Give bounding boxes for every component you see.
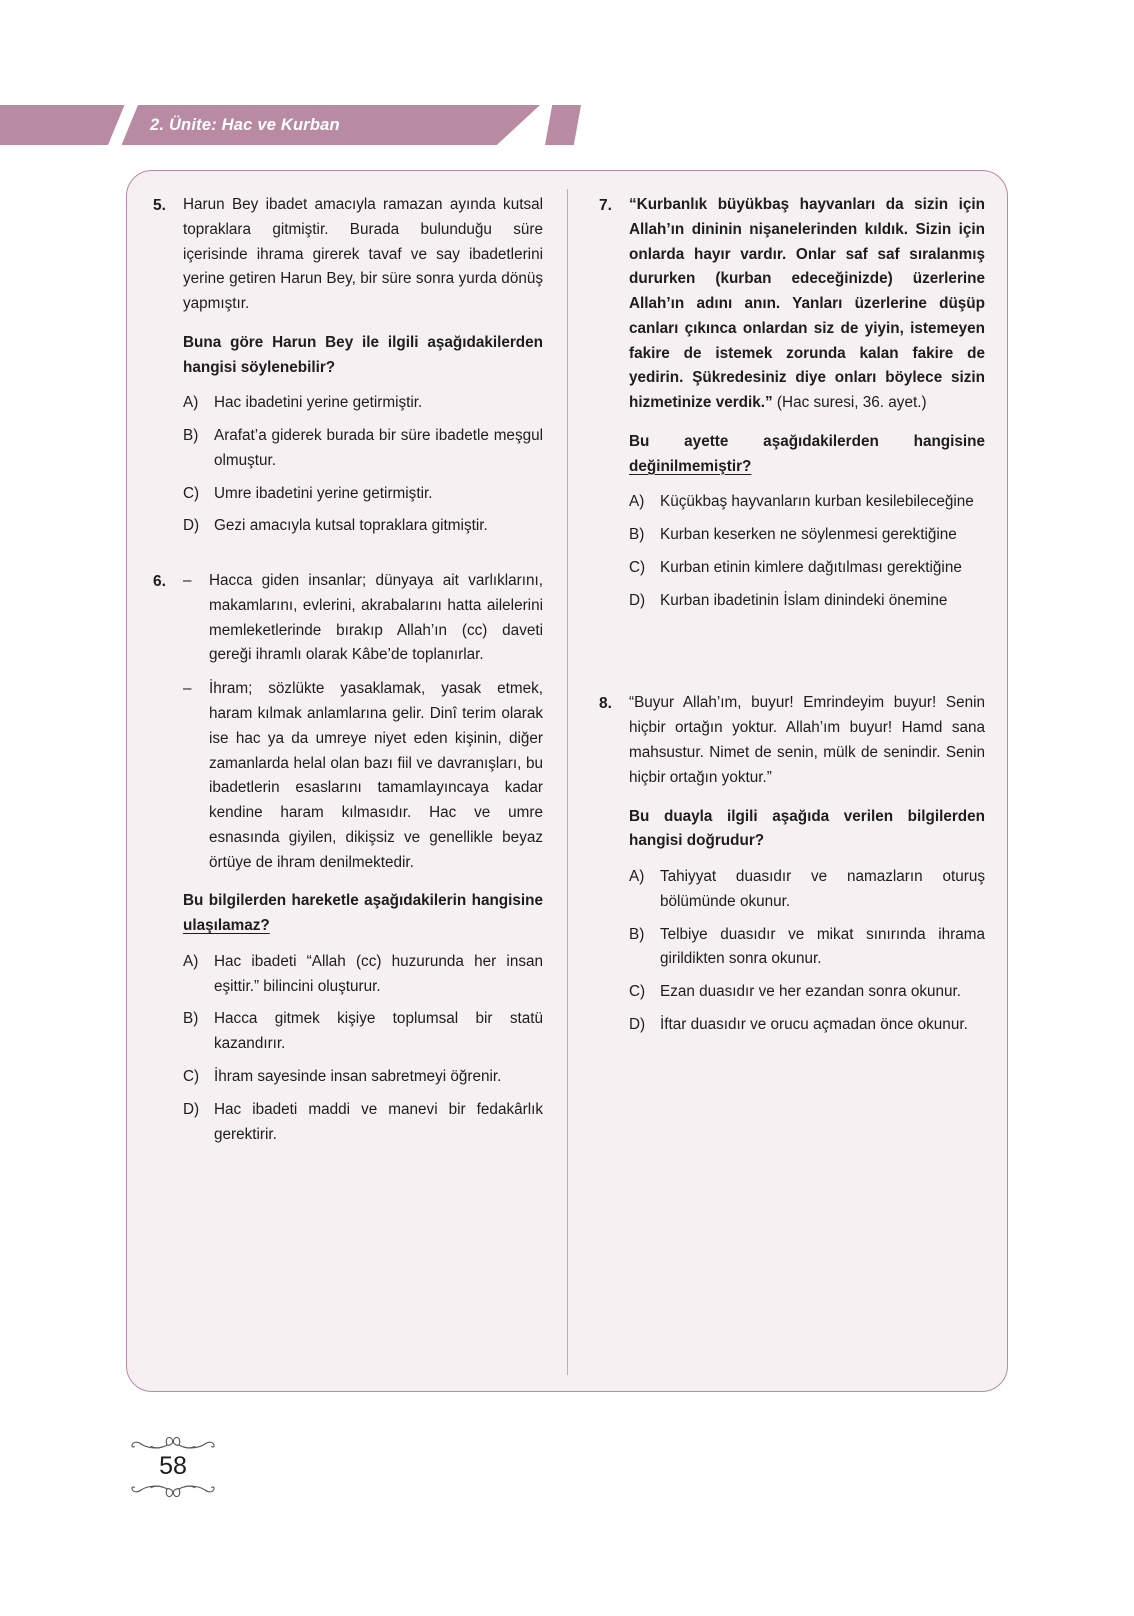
option-text: Arafat’a giderek burada bir süre ibadetle meşgul olmuştur. xyxy=(214,427,543,469)
options-list xyxy=(183,391,543,539)
option-letter: A) xyxy=(629,493,645,511)
option-a[interactable] xyxy=(183,391,543,416)
unit-banner xyxy=(0,105,585,145)
options-list xyxy=(183,950,543,1147)
prompt-lead: Bu ayette aşağıdakilerden hangisine xyxy=(629,432,985,450)
option-text: Telbiye duasıdır ve mikat sınırında ihrama girildikten sonra okunur. xyxy=(660,925,985,968)
prompt-emphasis: değinilmemiştir? xyxy=(629,457,752,475)
bullet-text: İhram; sözlükte yasaklamak, yasak etmek, haram kılmak anlamlarına gelir. Dinî terim olarak ise hac ya da umreye niyet eden kişinin, diğer zamanlarda helal olan bazı fiil ve davranışları, bu ibadetlerin esaslarını tamamlayıncaya kadar kendine haram kılmasıdır. Hac ve umre esnasında giyilen, dikişsiz ve genellikle beyaz örtüye de ihram denilmektedir. xyxy=(209,680,543,871)
option-d[interactable] xyxy=(629,1013,985,1038)
option-letter: C) xyxy=(629,558,646,576)
ornament-bottom-icon xyxy=(121,1482,225,1502)
option-letter: B) xyxy=(629,925,645,943)
option-letter: C) xyxy=(183,1067,200,1085)
option-c[interactable] xyxy=(183,482,543,507)
section-spacer xyxy=(597,613,985,691)
option-text: Tahiyyat duasıdır ve namazların oturuş bölümünde okunur. xyxy=(660,868,985,910)
option-text: Hac ibadeti “Allah (cc) huzurunda her insan eşittir.” bilincini oluşturur. xyxy=(214,952,543,995)
option-letter: A) xyxy=(183,394,199,412)
question-prompt xyxy=(183,889,543,939)
option-letter: C) xyxy=(629,983,646,1001)
option-text: Hac ibadeti maddi ve manevi bir fedakârlık gerektirir. xyxy=(214,1100,543,1143)
dash-icon: – xyxy=(183,572,192,590)
questions-container xyxy=(126,170,1008,1392)
question-quote xyxy=(629,193,985,416)
question-prompt xyxy=(629,430,985,480)
question-number: 8. xyxy=(599,695,612,713)
bullet-list xyxy=(183,569,543,875)
option-letter: B) xyxy=(629,526,645,544)
question-number: 6. xyxy=(153,573,166,591)
option-letter: D) xyxy=(183,517,200,535)
options-list xyxy=(629,490,985,613)
option-c[interactable] xyxy=(629,556,985,581)
option-text: Kurban etinin kimlere dağıtılması gerektiğine xyxy=(660,558,962,576)
option-letter: B) xyxy=(183,427,199,445)
option-text: Küçükbaş hayvanların kurban kesilebileceğine xyxy=(660,493,974,511)
ornament-top-icon xyxy=(121,1432,225,1452)
options-list xyxy=(629,865,985,1038)
question-stem: “Buyur Allah’ım, buyur! Emrindeyim buyur! Senin hiçbir ortağın yoktur. Allah’ım buyur! Hamd sana mahsustur. Nimet de senin, mülk de senindir. Senin hiçbir ortağın yoktur.” xyxy=(629,694,985,786)
option-text: Kurban keserken ne söylenmesi gerektiğine xyxy=(660,526,957,544)
option-c[interactable] xyxy=(183,1065,543,1090)
option-b[interactable] xyxy=(183,424,543,474)
prompt-lead: Bu bilgilerden hareketle aşağıdakilerin hangisine xyxy=(183,892,543,910)
option-letter: A) xyxy=(629,868,645,886)
left-column xyxy=(127,171,567,1391)
option-b[interactable] xyxy=(183,1007,543,1057)
bullet-item xyxy=(183,569,543,668)
option-c[interactable] xyxy=(629,980,985,1005)
bullet-item xyxy=(183,677,543,875)
question-prompt: Buna göre Harun Bey ile ilgili aşağıdakilerden hangisi söylenebilir? xyxy=(183,333,543,376)
quote-citation: (Hac suresi, 36. ayet.) xyxy=(772,394,927,412)
question-5 xyxy=(151,193,543,539)
option-text: Hacca gitmek kişiye toplumsal bir statü kazandırır. xyxy=(214,1010,543,1053)
prompt-emphasis: ulaşılamaz? xyxy=(183,917,270,935)
question-8 xyxy=(597,691,985,1037)
option-letter: B) xyxy=(183,1010,199,1028)
unit-title: 2. Ünite: Hac ve Kurban xyxy=(150,116,340,134)
option-text: Kurban ibadetinin İslam dinindeki önemine xyxy=(660,591,948,609)
option-text: İftar duasıdır ve orucu açmadan önce okunur. xyxy=(660,1015,968,1033)
question-7 xyxy=(597,193,985,613)
option-a[interactable] xyxy=(629,865,985,915)
option-text: Hac ibadetini yerine getirmiştir. xyxy=(214,394,423,412)
page-footer xyxy=(118,1432,228,1502)
option-letter: C) xyxy=(183,484,200,502)
option-d[interactable] xyxy=(183,514,543,539)
option-d[interactable] xyxy=(183,1098,543,1148)
question-stem: Harun Bey ibadet amacıyla ramazan ayında kutsal topraklara gitmiştir. Burada bulunduğu süre içerisinde ihrama girerek tavaf ve say ibadetlerini yerine getiren Harun Bey, bir süre sonra yurda dönüş yapmıştır. xyxy=(183,196,543,313)
option-a[interactable] xyxy=(183,950,543,1000)
banner-tail-shape xyxy=(545,105,581,145)
question-6 xyxy=(151,569,543,1147)
option-text: Umre ibadetini yerine getirmiştir. xyxy=(214,484,433,502)
option-text: Gezi amacıyla kutsal topraklara gitmiştir. xyxy=(214,517,488,535)
option-b[interactable] xyxy=(629,523,985,548)
dash-icon: – xyxy=(183,680,192,698)
bullet-text: Hacca giden insanlar; dünyaya ait varlıklarını, makamlarını, evlerini, akrabalarını hatta ailelerini memleketlerinde bırakıp Allah’ın (cc) daveti gereği ihramlı olarak Kâbe’de toplanırlar. xyxy=(209,572,543,664)
option-text: İhram sayesinde insan sabretmeyi öğrenir. xyxy=(214,1067,502,1085)
option-letter: D) xyxy=(629,1015,646,1033)
option-a[interactable] xyxy=(629,490,985,515)
option-letter: D) xyxy=(629,591,646,609)
quote-text: “Kurbanlık büyükbaş hayvanları da sizin için Allah’ın dininin nişanelerinden kıldık. Sizin için onlarda hayır vardır. Onlar saf saf sıralanmış dururken (kurban edeceğinizde) üzerlerine Allah’ın adını anın. Yanları üzerlerine düşüp canları çıkınca onlardan siz de yiyin, istemeyen fakire de istemek zorunda kalan fakire de yedirin. Şükredesiniz diye onları böylece sizin hizmetinize verdik.” xyxy=(629,196,985,412)
right-column xyxy=(567,171,1007,1391)
option-letter: A) xyxy=(183,952,199,970)
page-number: 58 xyxy=(159,1452,187,1480)
option-b[interactable] xyxy=(629,923,985,973)
question-number: 7. xyxy=(599,197,612,214)
question-prompt: Bu duayla ilgili aşağıda verilen bilgilerden hangisi doğrudur? xyxy=(629,807,985,850)
option-text: Ezan duasıdır ve her ezandan sonra okunur. xyxy=(660,983,962,1001)
question-number: 5. xyxy=(153,197,166,214)
option-letter: D) xyxy=(183,1100,200,1118)
option-d[interactable] xyxy=(629,589,985,614)
